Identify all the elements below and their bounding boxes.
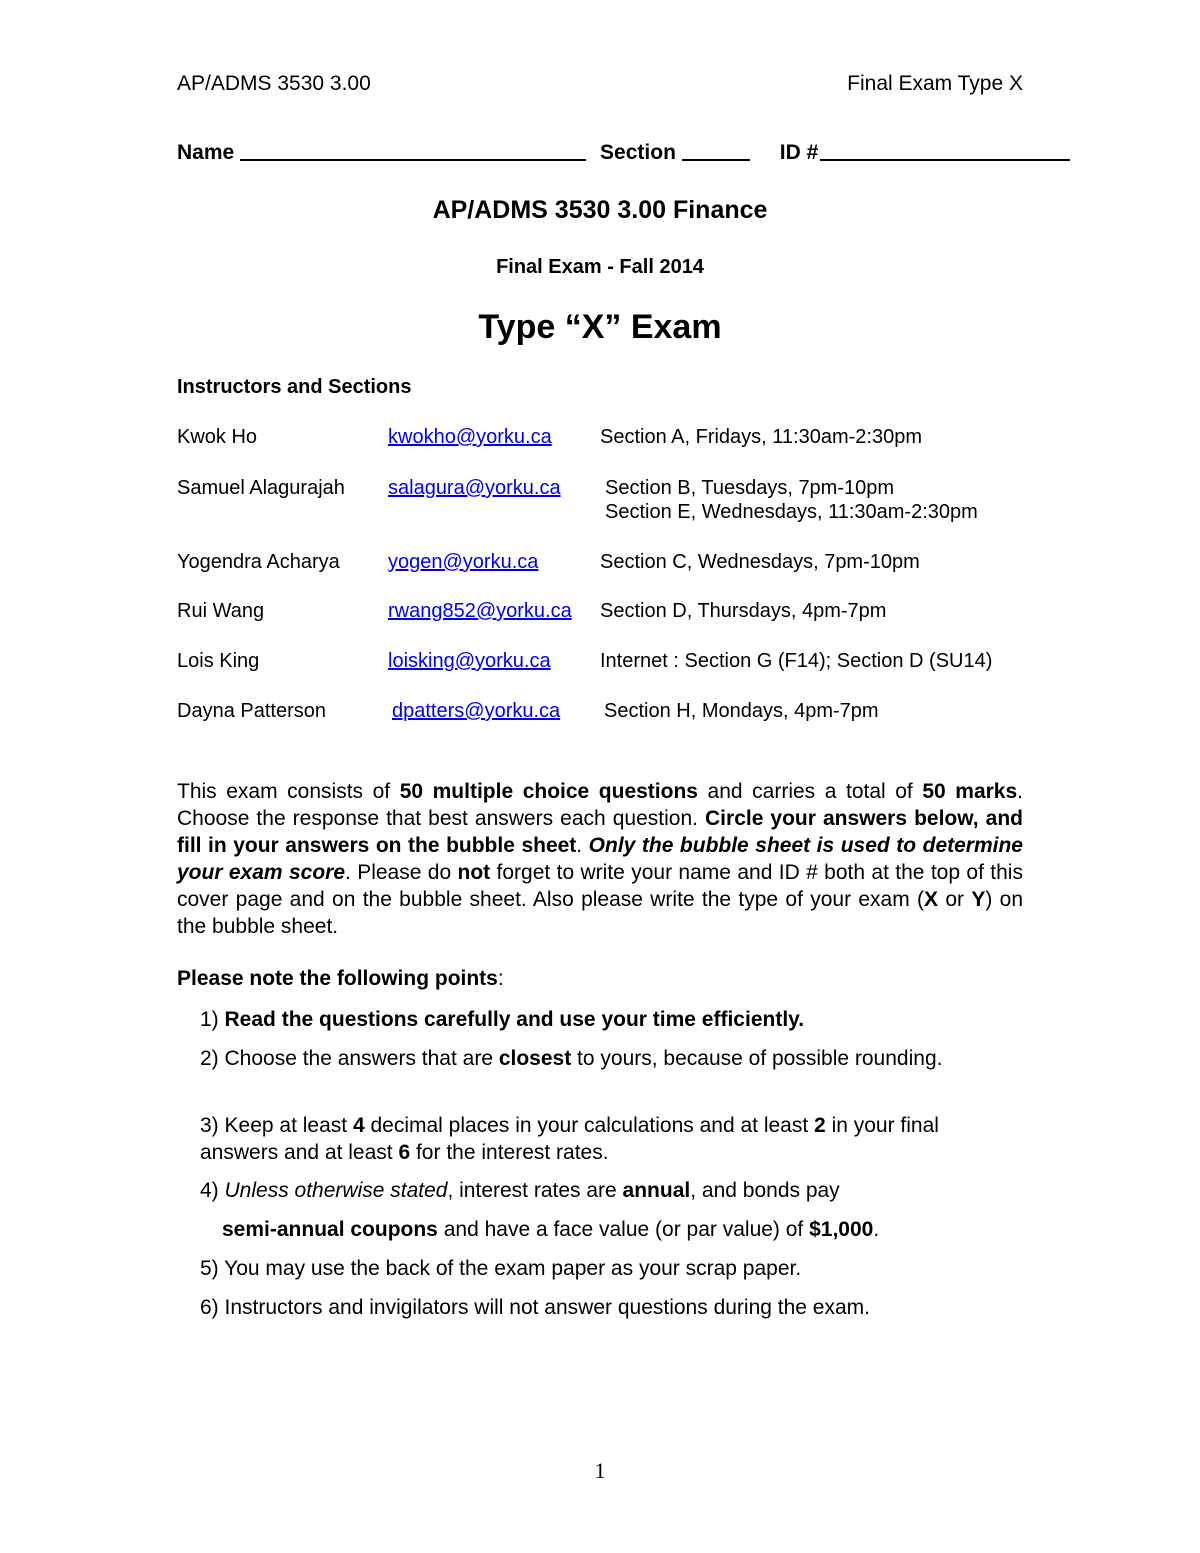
instructor-name: Lois King xyxy=(177,650,260,672)
notes-heading-colon: : xyxy=(497,967,504,990)
instructor-name: Yogendra Acharya xyxy=(177,551,340,573)
student-info-row xyxy=(177,141,1074,165)
notes-heading-text: Please note the following points xyxy=(177,967,498,990)
instructor-name: Samuel Alagurajah xyxy=(177,477,345,499)
instructor-email-link[interactable]: loisking@yorku.ca xyxy=(388,650,551,672)
text: , interest rates are xyxy=(447,1179,623,1202)
instructors-heading: Instructors and Sections xyxy=(177,376,412,398)
instructor-section: Section E, Wednesdays, 11:30am-2:30pm xyxy=(605,501,978,523)
text: 1) xyxy=(200,1008,225,1031)
emphasis: X xyxy=(924,888,939,911)
exam-instructions-paragraph xyxy=(177,778,1023,940)
course-title: AP/ADMS 3530 3.00 Finance xyxy=(432,196,768,224)
emphasis: Read the questions carefully and use your time efficiently. xyxy=(224,1008,805,1031)
text: for the interest rates. xyxy=(410,1141,609,1164)
text: ) on the bubble sheet. xyxy=(177,888,1024,938)
text: 2) Choose the answers that are xyxy=(200,1047,499,1070)
instructor-email-link[interactable]: yogen@yorku.ca xyxy=(388,551,539,573)
note-item xyxy=(200,1006,1000,1033)
text: 3) Keep at least xyxy=(200,1114,353,1137)
note-item: 6) Instructors and invigilators will not answer questions during the exam. xyxy=(200,1296,870,1319)
name-blank[interactable] xyxy=(240,157,586,161)
emphasis: 2 xyxy=(814,1114,826,1137)
id-blank[interactable] xyxy=(820,157,1070,161)
instructor-section: Internet : Section G (F14); Section D (SU14) xyxy=(600,650,993,672)
text: and carries a total of xyxy=(697,780,923,803)
emphasis: Only the bubble sheet is used to determine your exam score xyxy=(177,834,1023,884)
text: in your final answers and at least xyxy=(200,1114,939,1164)
emphasis: semi-annual coupons xyxy=(222,1218,438,1241)
instructor-name: Kwok Ho xyxy=(177,426,258,448)
instructor-section: Section B, Tuesdays, 7pm-10pm xyxy=(605,477,895,499)
instructor-section: Section C, Wednesdays, 7pm-10pm xyxy=(600,551,920,573)
text: to yours, because of possible rounding. xyxy=(571,1047,943,1070)
section-label: Section xyxy=(600,141,676,164)
emphasis: 4 xyxy=(352,1114,365,1137)
emphasis: 6 xyxy=(398,1141,411,1164)
instructor-section: Section D, Thursdays, 4pm-7pm xyxy=(600,600,887,622)
emphasis: 50 multiple choice questions xyxy=(399,780,698,803)
exam-subtitle: Final Exam - Fall 2014 xyxy=(496,256,704,278)
text: or xyxy=(938,888,972,911)
note-item xyxy=(200,1045,960,1072)
instructor-email-link[interactable]: salagura@yorku.ca xyxy=(388,477,561,499)
id-label: ID # xyxy=(779,141,819,164)
notes-heading xyxy=(177,967,504,991)
instructor-section: Section A, Fridays, 11:30am-2:30pm xyxy=(600,426,923,448)
exam-type-title: Type “X” Exam xyxy=(478,308,722,346)
instructor-email-link[interactable]: dpatters@yorku.ca xyxy=(392,700,561,722)
text: . xyxy=(873,1218,880,1241)
instructor-name: Rui Wang xyxy=(177,600,265,622)
emphasis: not xyxy=(457,861,491,884)
text: decimal places in your calculations and at least xyxy=(364,1114,815,1137)
emphasis: closest xyxy=(498,1047,572,1070)
text: . xyxy=(576,834,589,857)
text: forget to write your name and ID # both at the top of this cover page and on the bubble sheet. Also please write the type of your exam ( xyxy=(177,861,1023,911)
emphasis: Circle your answers below, and fill in your answers on the bubble sheet xyxy=(177,807,1024,857)
text: . Choose the response that best answers each question. xyxy=(177,780,1023,830)
emphasis: Unless otherwise stated xyxy=(224,1179,448,1202)
instructor-section: Section H, Mondays, 4pm-7pm xyxy=(604,700,879,722)
note-item xyxy=(200,1177,1000,1204)
emphasis: $1,000 xyxy=(809,1218,874,1241)
header-course-code: AP/ADMS 3530 3.00 xyxy=(177,72,371,95)
note-item: 5) You may use the back of the exam paper as your scrap paper. xyxy=(200,1257,802,1280)
text: 4) xyxy=(200,1179,225,1202)
emphasis: 50 marks xyxy=(922,780,1018,803)
text: . Please do xyxy=(345,861,458,884)
note-item-continued xyxy=(222,1216,1022,1243)
instructor-name: Dayna Patterson xyxy=(177,700,326,722)
section-blank[interactable] xyxy=(682,157,750,161)
name-label: Name xyxy=(177,141,235,164)
instructor-email-link[interactable]: kwokho@yorku.ca xyxy=(388,426,552,448)
emphasis: Y xyxy=(971,888,986,911)
text: and have a face value (or par value) of xyxy=(437,1218,810,1241)
emphasis: annual xyxy=(622,1179,691,1202)
instructor-email-link[interactable]: rwang852@yorku.ca xyxy=(388,600,572,622)
note-item xyxy=(200,1112,990,1166)
page-number: 1 xyxy=(594,1458,606,1483)
text: This exam consists of xyxy=(177,780,400,803)
header-exam-type: Final Exam Type X xyxy=(847,72,1023,95)
text: , and bonds pay xyxy=(690,1179,840,1202)
